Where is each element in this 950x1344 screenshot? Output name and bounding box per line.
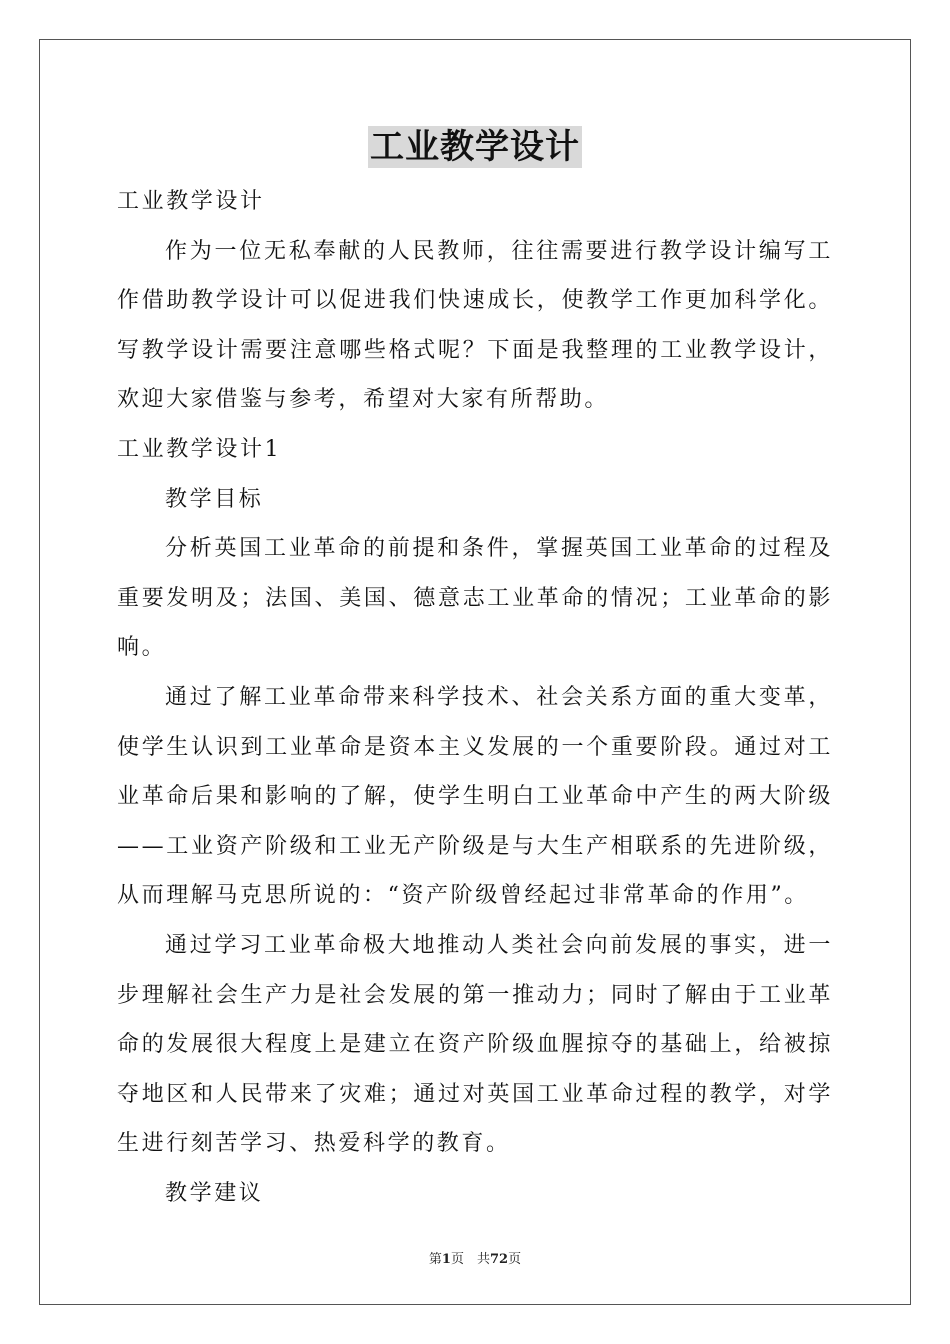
paragraph-1: 分析英国工业革命的前提和条件，掌握英国工业革命的过程及重要发明及；法国、美国、德意志工业革命的情况；工业革命的影响。 xyxy=(117,536,833,661)
subtitle: 工业教学设计 xyxy=(117,189,265,214)
intro-paragraph: 作为一位无私奉献的人民教师，往往需要进行教学设计编写工作借助教学设计可以促进我们快速成长，使教学工作更加科学化。写教学设计需要注意哪些格式呢？下面是我整理的工业教学设计，欢迎大家借鉴与参考，希望对大家有所帮助。 xyxy=(117,238,833,413)
page-suffix: 页 xyxy=(508,1252,522,1267)
total-pages: 72 xyxy=(489,1252,509,1267)
title-container xyxy=(0,126,950,168)
page-mid: 页 共 xyxy=(450,1252,490,1267)
section-heading: 工业教学设计1 xyxy=(117,436,282,462)
paragraph-2: 通过了解工业革命带来科学技术、社会关系方面的重大变革，使学生认识到工业革命是资本主义发展的一个重要阶段。通过对工业革命后果和影响的了解，使学生明白工业革命中产生的两大阶级——工业资产阶级和工业无产阶级是与大生产相联系的先进阶级，从而理解马克思所说的：“资产阶级曾经起过非常革命的作用”。 xyxy=(117,684,833,909)
advice-heading: 教学建议 xyxy=(165,1180,264,1206)
document-title: 工业教学设计 xyxy=(370,127,580,167)
page-prefix: 第 xyxy=(428,1252,442,1267)
page-footer xyxy=(0,1248,950,1267)
current-page: 1 xyxy=(441,1252,451,1267)
goal-heading: 教学目标 xyxy=(165,486,264,512)
paragraph-3: 通过学习工业革命极大地推动人类社会向前发展的事实，进一步理解社会生产力是社会发展的第一推动力；同时了解由于工业革命的发展很大程度上是建立在资产阶级血腥掠夺的基础上，给被掠夺地区和人民带来了灾难；通过对英国工业革命过程的教学，对学生进行刻苦学习、热爱科学的教育。 xyxy=(117,932,833,1157)
document-body xyxy=(117,177,833,1218)
